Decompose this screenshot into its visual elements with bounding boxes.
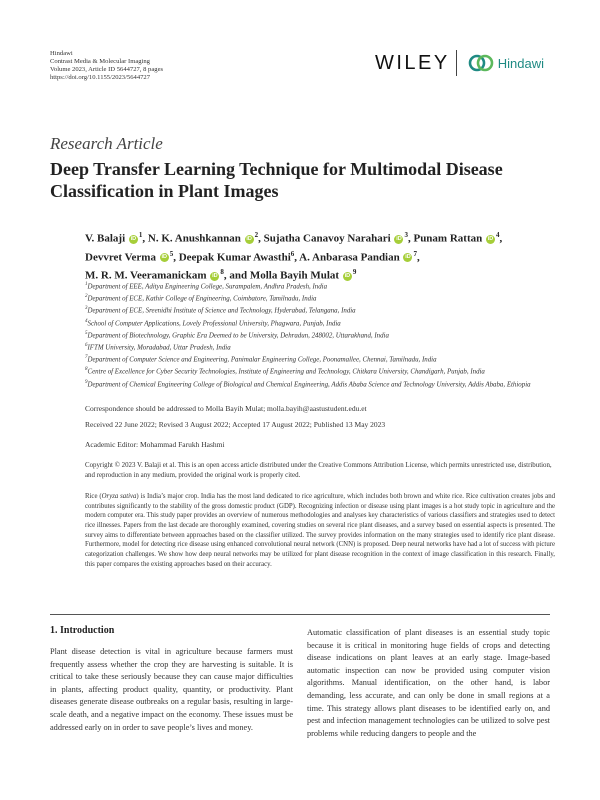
affiliation-item <box>85 329 555 341</box>
author-sup: 5 <box>169 249 174 258</box>
affiliation-text: Department of EEE, Aditya Engineering College, Surampalem, Andhra Pradesh, India <box>87 283 328 291</box>
logo-divider <box>456 50 457 76</box>
introduction-left-column: Plant disease detection is vital in agriculture because farmers must frequently assess whether the crop they are harvesting is suitable. It is critical to take these seriously because they can cause major difficulties in plants, affecting product quality, quantity, or productivity. Plant diseases generate disease outbreaks on a regular basis, resulting in large-scale death, and a negative impact on the economy. These issues must be addressed early on in order to save people’s lives and money. <box>50 647 293 732</box>
volume-info: Volume 2023, Article ID 5644727, 8 pages <box>50 66 164 74</box>
affiliation-item <box>85 304 555 316</box>
abstract-lead: Rice ( <box>85 493 102 500</box>
affiliation-text: Department of ECE, Sreenidhi Institute of Science and Technology, Hyderabad, Telangana, India <box>87 307 356 315</box>
affiliation-text: Department of Biotechnology, Graphic Era Deemed to be University, Dehradun, 248002, Uttarakhand, India <box>87 332 389 340</box>
introduction-heading: 1. Introduction <box>50 625 115 636</box>
orcid-icon[interactable]: iD <box>130 235 137 242</box>
abstract <box>85 492 555 569</box>
affiliation-number: 8 <box>85 367 88 373</box>
affiliation-list <box>85 280 555 390</box>
doi-link[interactable]: https://doi.org/10.1155/2023/5644727 <box>50 74 151 82</box>
author-sup: 6 <box>290 249 295 258</box>
author-sup: 8 <box>220 268 224 277</box>
affiliation-item <box>85 353 555 365</box>
author-sup: 3 <box>404 231 408 239</box>
affiliation-number: 5 <box>85 330 88 336</box>
affiliation-number: 6 <box>85 343 88 349</box>
orcid-icon[interactable]: iD <box>212 272 218 279</box>
affiliation-item <box>85 378 555 390</box>
author-sup: 9 <box>352 268 357 277</box>
journal-name: Contrast Media & Molecular Imaging <box>50 58 150 66</box>
abstract-body: ) is India’s major crop. India has the most land dedicated to rice agriculture, which includes both brown and white rice. Rice cultivation creates jobs and contributes significantly to the stability of the gross domestic product (GDP). Recognizing infection or disease using plant images is a hot study topic in agriculture and the modern computer era. This study paper provides an overview of numerous methodologies and analyses key characteristics of various classifiers and strategies used to detect rice illnesses. Papers from the last decade are thoroughly examined, covering studies on several rice plant diseases, and a survey based on essential aspects is presented. The survey aims to differentiate between approaches based on the classifier utilized. The survey provides information on the many strategies used to identify rice plant disease. Furthermore, model for detecting rice disease using enhanced convolutional neural network (CNN) is proposed. Deep neural networks have had a lot of success with picture categorization challenges. We show how deep neural networks may be utilized for plant disease recognition in the context of image classification in this research. Finally, this paper compares the existing approaches based on their accuracy. <box>85 493 555 568</box>
paper-title: Deep Transfer Learning Technique for Multimodal Disease Classification in Plant Images <box>50 159 503 201</box>
author-list: V. Balaji iD $^1$, N. K. Anushkannan iD $^2$, Sujatha Canavoy Narahari iD $^3$, Punam Rattan iD $^4$, Devvret Verma iD $^5$, Deepak Kumar Awasthi$^6$, A. Anbarasa Pandian iD $^7$, M. R. M. Veeramanickam iD $^8$, and Molla Bayih Mulat iD $^9$ <box>85 231 503 282</box>
author-name: Punam Rattan <box>413 232 483 245</box>
author-sup: 7 <box>413 249 417 258</box>
author-sup: 4 <box>495 231 500 239</box>
affiliation-number: 2 <box>85 294 88 300</box>
affiliation-number: 1 <box>85 282 88 287</box>
wiley-logo: WILEY <box>375 51 450 74</box>
author-name: Molla Bayih Mulat <box>249 269 340 282</box>
academic-editor: Academic Editor: Mohammad Farukh Hashmi <box>85 440 225 449</box>
author-name: Sujatha Canavoy Narahari <box>263 232 391 245</box>
affiliation-text: School of Computer Applications, Lovely Professional University, Phagwara, Punjab, India <box>87 319 341 327</box>
introduction-right-column: Automatic classification of plant diseases is an essential study topic because it is critical in monitoring huge fields of crops and detecting disease indications on plant leaves at an early stage. Image-based automatic inspection can now be provided using computer vision algorithms. Manual identification, on the other hand, is labor demanding, less accurate, and can only be done in small regions at a time. This strategy allows plant diseases to be identified early on, and pest and infection management technologies can be utilized to solve pest problems while reducing dangers to people and the <box>307 628 550 738</box>
author-sup: 2 <box>254 231 259 239</box>
author-name: V. Balaji <box>85 232 126 245</box>
affiliation-text: Department of ECE, Kathir College of Engineering, Coimbatore, Tamilnadu, India <box>87 295 317 303</box>
author-sup: 1 <box>138 231 143 239</box>
abstract-species: Oryza sativa <box>101 493 137 500</box>
affiliation-item <box>85 341 555 353</box>
hindawi-logo-text: Hindawi <box>497 55 544 71</box>
affiliation-item <box>85 365 555 377</box>
publisher-logos <box>375 48 565 78</box>
affiliation-number: 9 <box>85 379 88 385</box>
affiliation-item <box>85 292 555 304</box>
orcid-icon[interactable]: iD <box>161 254 167 261</box>
affiliation-item <box>85 317 555 329</box>
affiliation-text: Department of Chemical Engineering College of Biological and Chemical Engineering, Addis Ababa Science and Technology University, Addis Ababa, Ethiopia <box>87 380 531 388</box>
affiliation-number: 3 <box>85 306 88 312</box>
section-divider <box>50 614 550 615</box>
author-name: M. R. M. Veeramanickam <box>85 269 207 282</box>
orcid-icon[interactable]: iD <box>344 272 351 279</box>
affiliation-text: Centre of Excellence for Cyber Security Technologies, Institute of Engineering and Technology, Chitkara University, Chandigarh, Punjab, India <box>87 368 485 376</box>
orcid-icon[interactable]: iD <box>487 235 494 242</box>
author-name: Devvret Verma <box>85 251 156 264</box>
orcid-icon[interactable]: iD <box>396 235 402 242</box>
author-name: Deepak Kumar Awasthi <box>178 251 291 264</box>
publisher-name: Hindawi <box>50 50 73 57</box>
copyright-notice: Copyright © 2023 V. Balaji et al. This is an open access article distributed under the Creative Commons Attribution License, which permits unrestricted use, distribution, and reproduction in any medium, provided the original work is properly cited. <box>85 462 552 479</box>
author-name: A. Anbarasa Pandian <box>299 251 400 264</box>
orcid-icon[interactable]: iD <box>405 254 411 261</box>
affiliation-number: 7 <box>85 355 88 361</box>
affiliation-text: Department of Computer Science and Engineering, Panimalar Engineering College, Poonamallee, Chennai, Tamilnadu, India <box>87 356 437 364</box>
author-name: N. K. Anushkannan <box>147 232 241 245</box>
hindawi-logo-icon <box>467 53 495 73</box>
affiliation-item <box>85 280 555 292</box>
publication-dates: Received 22 June 2022; Revised 3 August 2022; Accepted 17 August 2022; Published 13 May 2023 <box>85 420 386 429</box>
journal-meta <box>50 50 163 82</box>
affiliation-text: IFTM University, Moradabad, Uttar Pradesh, India <box>87 344 231 352</box>
affiliation-number: 4 <box>85 318 88 324</box>
orcid-icon[interactable]: iD <box>246 235 252 242</box>
correspondence-note: Correspondence should be addressed to Molla Bayih Mulat; molla.bayih@aastustudent.edu.et <box>85 404 367 413</box>
article-type: Research Article <box>50 134 163 153</box>
